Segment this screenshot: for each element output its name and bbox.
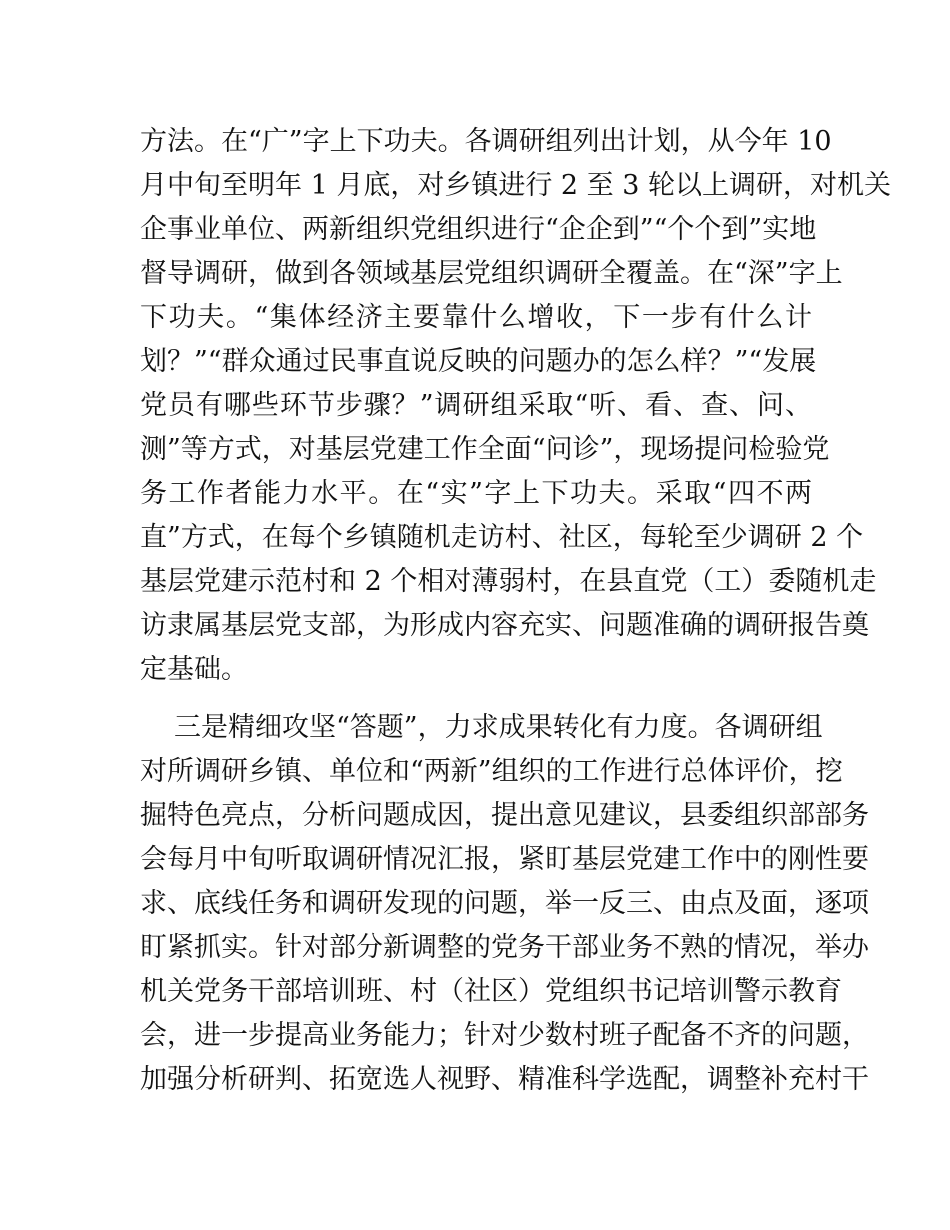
text-line: 会每月中旬听取调研情况汇报，紧盯基层党建工作中的刚性要 [140, 844, 869, 875]
text-line: 对所调研乡镇、单位和“两新”组织的工作进行总体评价，挖 [140, 756, 843, 787]
text-line: 直”方式，在每个乡镇随机走访村、社区，每轮至少调研 2 个 [140, 522, 864, 553]
text-line: 测”等方式，对基层党建工作全面“问诊”，现场提问检验党 [140, 434, 830, 465]
text-line: 访隶属基层党支部，为形成内容充实、问题准确的调研报告奠 [140, 610, 869, 641]
text-line: 企事业单位、两新组织党组织进行“企企到”“个个到”实地 [140, 214, 817, 245]
text-line: 方法。在“广”字上下功夫。各调研组列出计划，从今年 10 [140, 126, 832, 157]
text-line: 划？”“群众通过民事直说反映的问题办的怎么样？”“发展 [140, 346, 817, 377]
text-line: 求、底线任务和调研发现的问题，举一反三、由点及面，逐项 [140, 888, 869, 919]
text-line: 加强分析研判、拓宽选人视野、精准科学选配，调整补充村干 [140, 1064, 869, 1095]
text-line: 掘特色亮点，分析问题成因，提出意见建议，县委组织部部务 [140, 800, 869, 831]
text-line: 三是精细攻坚“答题”，力求成果转化有力度。各调研组 [174, 712, 823, 743]
text-line: 定基础。 [140, 654, 248, 685]
text-line: 党员有哪些环节步骤？”调研组采取“听、看、查、问、 [140, 390, 812, 421]
text-line: 务工作者能力水平。在“实”字上下功夫。采取“四不两 [140, 478, 812, 509]
text-line: 下功夫。“集体经济主要靠什么增收，下一步有什么计 [140, 302, 812, 333]
text-line: 盯紧抓实。针对部分新调整的党务干部业务不熟的情况，举办 [140, 932, 869, 963]
text-line: 基层党建示范村和 2 个相对薄弱村，在县直党（工）委随机走 [140, 566, 877, 597]
text-line: 督导调研，做到各领域基层党组织调研全覆盖。在“深”字上 [140, 258, 843, 289]
text-line: 机关党务干部培训班、村（社区）党组织书记培训警示教育 [140, 976, 842, 1007]
text-line: 会，进一步提高业务能力；针对少数村班子配备不齐的问题， [140, 1020, 869, 1051]
text-line: 月中旬至明年 1 月底，对乡镇进行 2 至 3 轮以上调研，对机关 [140, 170, 892, 201]
